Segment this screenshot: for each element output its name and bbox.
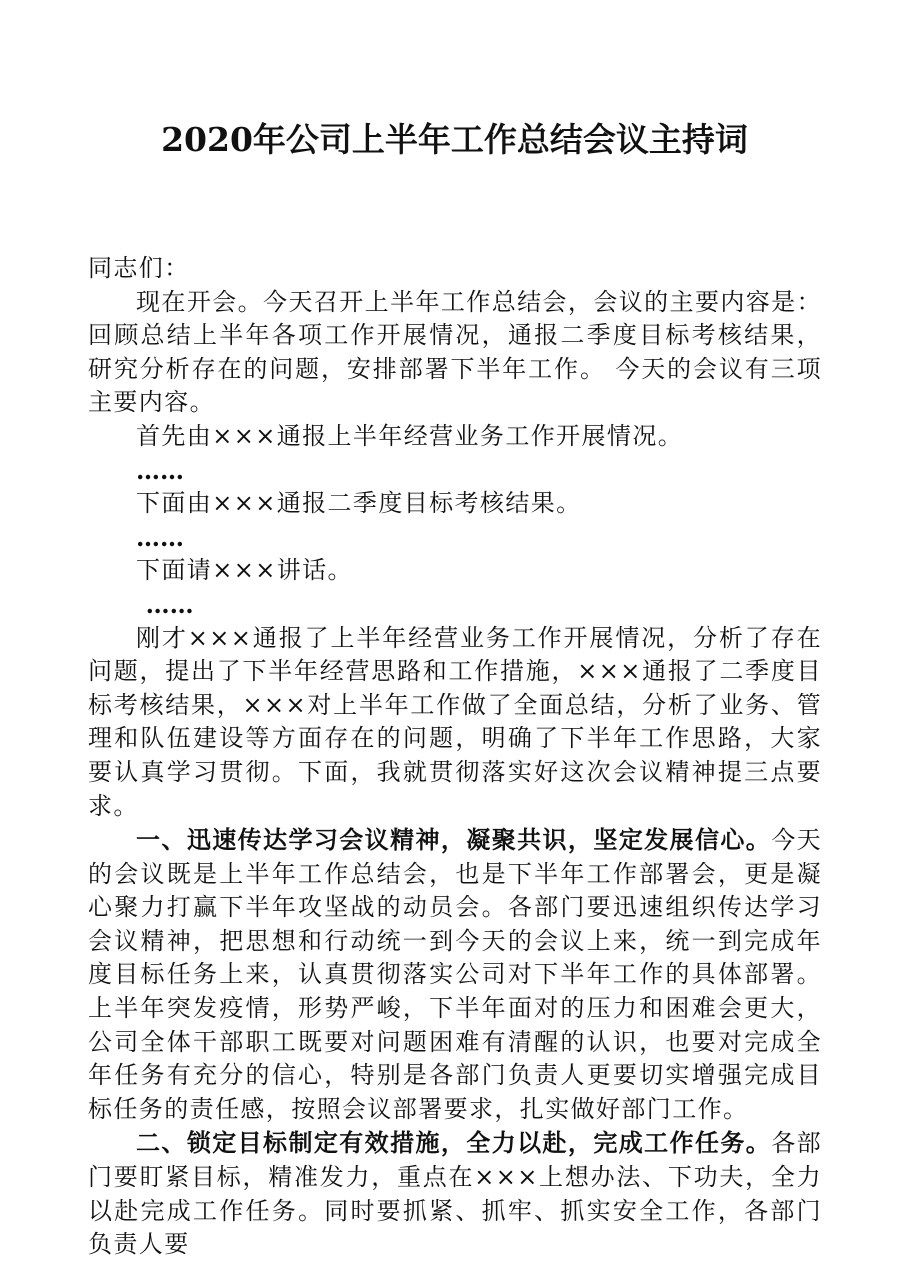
point-2-text: 各部门要盯紧目标，精准发力，重点在×××上想办法、下功夫，全力以赴完成工作任务。同时要抓紧、抓牢、抓实安全工作，各部门负责人要 [88, 1129, 822, 1259]
document-body [88, 252, 822, 1262]
agenda-item-1: 首先由×××通报上半年经营业务工作开展情况。 [136, 421, 684, 450]
point-2-paragraph [88, 1126, 822, 1261]
ellipsis-1: …… [136, 455, 184, 485]
ellipsis-2: …… [136, 522, 184, 552]
ellipsis-3: …… [145, 589, 194, 619]
summary-paragraph: 刚才×××通报了上半年经营业务工作开展情况，分析了存在问题，提出了下半年经营思路和工作措施，×××通报了二季度目标考核结果，×××对上半年工作做了全面总结，分析了业务、管理和队伍建设等方面存在的问题，明确了下半年工作思路，大家要认真学习贯彻。下面，我就贯彻落实好这次会议精神提三点要求。 [88, 623, 822, 820]
document-title: 2020年公司上半年工作总结会议主持词 [161, 120, 748, 159]
point-2-heading: 二、锁定目标制定有效措施，全力以赴，完成工作任务。 [136, 1128, 772, 1158]
point-1-paragraph [88, 823, 822, 1126]
opening-paragraph: 现在开会。今天召开上半年工作总结会，会议的主要内容是：回顾总结上半年各项工作开展情况，通报二季度目标考核结果，研究分析存在的问题，安排部署下半年工作。 今天的会议有三项主要内容。 [88, 287, 822, 417]
salutation: 同志们： [88, 254, 190, 282]
agenda-item-3: 下面请×××讲话。 [136, 556, 353, 585]
agenda-item-2: 下面由×××通报二季度目标考核结果。 [136, 489, 582, 518]
point-1-text: 今天的会议既是上半年工作总结会，也是下半年工作部署会，更是凝心聚力打赢下半年攻坚战的动员会。各部门要迅速组织传达学习会议精神，把思想和行动统一到今天的会议上来，统一到完成年度目标任务上来，认真贯彻落实公司对下半年工作的具体部署。上半年突发疫情，形势严峻，下半年面对的压力和困难会更大，公司全体干部职工既要对问题困难有清醒的认识，也要对完成全年任务有充分的信心，特别是各部门负责人更要切实增强完成目标任务的责任感，按照会议部署要求，扎实做好部门工作。 [88, 826, 822, 1123]
point-1-heading: 一、迅速传达学习会议精神，凝聚共识，坚定发展信心。 [136, 825, 772, 855]
